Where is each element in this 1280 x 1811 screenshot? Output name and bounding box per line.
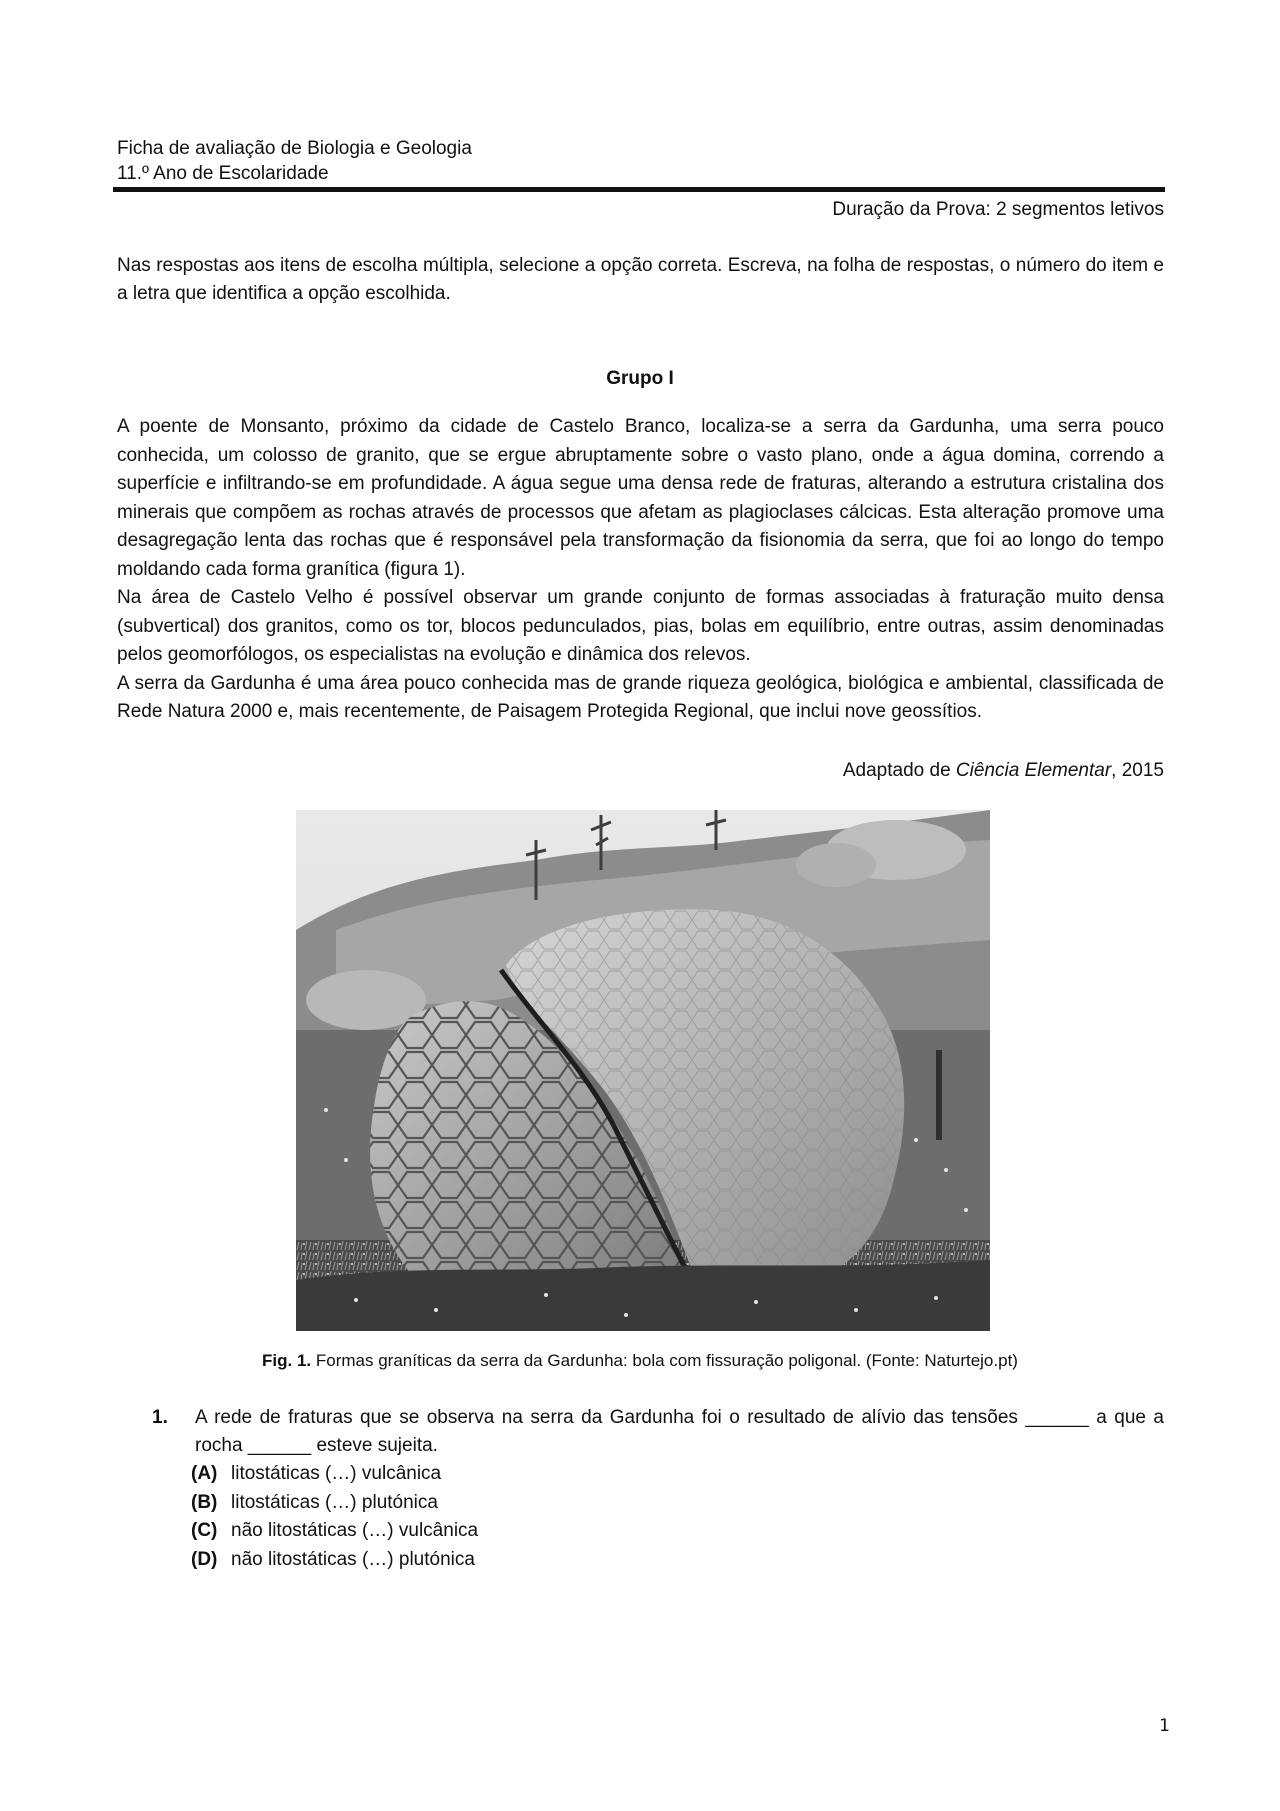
answer-options <box>191 1460 1164 1574</box>
group-body-text <box>117 413 1164 727</box>
source-suffix: , 2015 <box>1111 760 1164 781</box>
school-year: 11.º Ano de Escolaridade <box>117 163 329 184</box>
option-b <box>191 1489 1164 1518</box>
instructions-text: Nas respostas aos itens de escolha múltipla, selecione a opção correta. Escreva, na folha de respostas, o número do item e a letra que identifica a opção escolhida. <box>117 255 1164 304</box>
header-rule <box>113 187 1165 192</box>
document-title: Ficha de avaliação de Biologia e Geologia <box>117 138 472 159</box>
option-letter: (C) <box>191 1520 218 1541</box>
granite-boulder-illustration <box>296 810 990 1331</box>
page-number: 1 <box>1159 1716 1170 1736</box>
option-text: não litostáticas (…) plutónica <box>231 1548 475 1570</box>
option-letter: (D) <box>191 1548 218 1570</box>
option-c <box>191 1517 1164 1546</box>
question-number: 1. <box>152 1407 168 1428</box>
granite-boulder-photo <box>296 810 990 1331</box>
paragraph: A poente de Monsanto, próximo da cidade de Castelo Branco, localiza-se a serra da Gardunha, uma serra pouco conhecida, um colosso de granito, que se ergue abruptamente sobre o vasto plano, onde a água domina, correndo a superfície e infiltrando-se em profundidade. A água segue uma densa rede de fraturas, alterando a estrutura cristalina dos minerais que compõem as rochas através de processos que afetam as plagioclases cálcicas. Esta alteração promove uma desagregação lenta das rochas que é responsável pela transformação da fisionomia da serra, que foi ao longo do tempo moldando cada forma granítica (figura 1). <box>117 416 1164 580</box>
figure-caption-text: Formas graníticas da serra da Gardunha: bola com fissuração poligonal. (Fonte: Naturtejo.pt) <box>311 1351 1018 1370</box>
option-text: não litostáticas (…) vulcânica <box>231 1520 479 1541</box>
question-text: A rede de fraturas que se observa na serra da Gardunha foi o resultado de alívio das tensões ______ a que a rocha ______ esteve sujeita. <box>195 1407 1164 1456</box>
paragraph: A serra da Gardunha é uma área pouco conhecida mas de grande riqueza geológica, biológica e ambiental, classificada de Rede Natura 2000 e, mais recentemente, de Paisagem Protegida Regional, que inclui nove geossítios. <box>117 672 1164 722</box>
source-citation <box>843 758 1164 784</box>
source-prefix: Adaptado de <box>842 760 956 781</box>
figure-caption <box>0 1350 1280 1372</box>
option-text: litostáticas (…) vulcânica <box>231 1463 442 1484</box>
option-text: litostáticas (…) plutónica <box>231 1491 438 1513</box>
source-title: Ciência Elementar <box>955 760 1112 781</box>
option-letter: (A) <box>191 1463 218 1484</box>
question-1 <box>152 1404 1164 1574</box>
option-letter: (B) <box>191 1491 218 1513</box>
option-d <box>191 1546 1164 1575</box>
paragraph: Na área de Castelo Velho é possível observar um grande conjunto de formas associadas à fraturação muito densa (subvertical) dos granitos, como os tor, blocos pedunculados, pias, bolas em equilíbrio, entre outras, assim denominadas pelos geomorfólogos, os especialistas na evolução e dinâmica dos relevos. <box>117 587 1164 665</box>
group-title: Grupo I <box>606 368 674 389</box>
document-header <box>117 136 1164 186</box>
figure-label: Fig. 1. <box>262 1351 312 1370</box>
exam-duration: Duração da Prova: 2 segmentos letivos <box>832 199 1164 220</box>
option-a <box>191 1460 1164 1489</box>
